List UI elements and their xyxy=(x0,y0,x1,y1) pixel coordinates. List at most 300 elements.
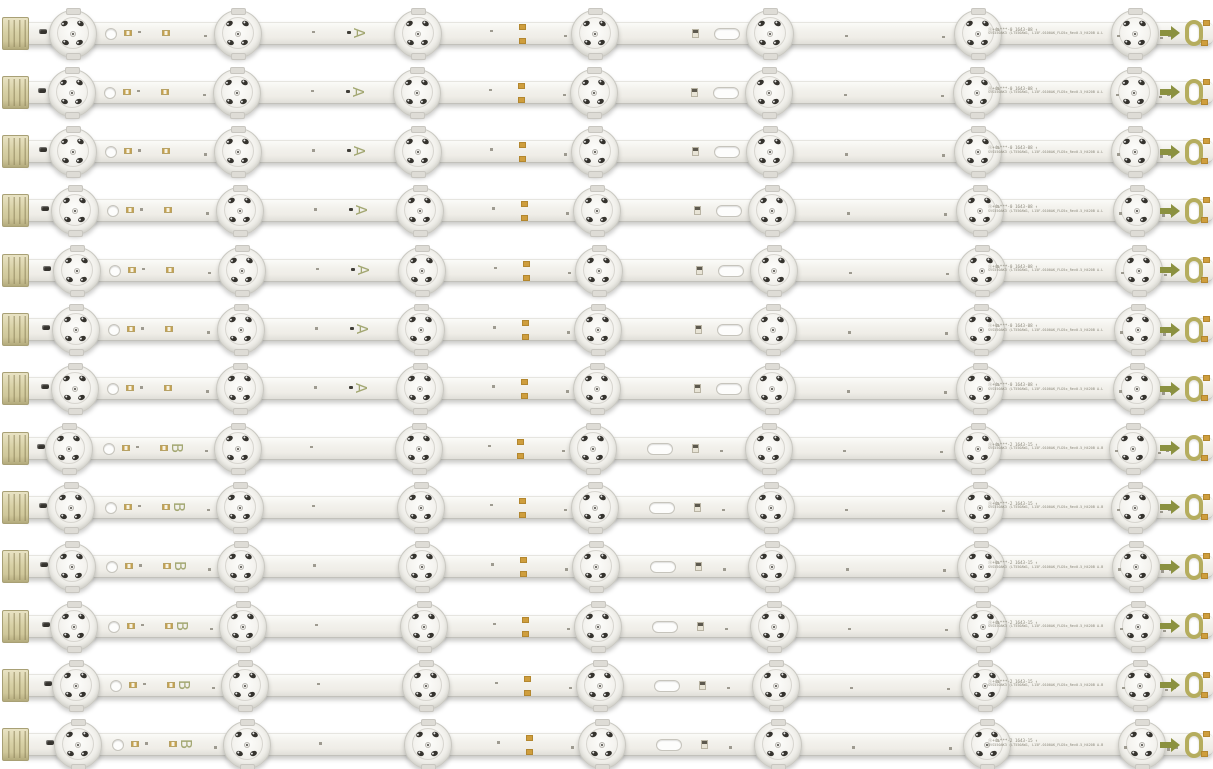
led-chip xyxy=(1130,446,1136,452)
led-lens xyxy=(52,662,100,710)
oval-cutout-icon xyxy=(714,146,740,158)
part-number: SVS550AK3 (LT550AW1, L15F-0100AK_FLD5x_Rev0.5_H420B A-L xyxy=(988,268,1104,273)
silkscreen-mark xyxy=(207,331,210,334)
silkscreen-mark xyxy=(1164,274,1167,277)
smd-component xyxy=(38,88,46,93)
led-lens xyxy=(52,306,100,354)
lens-tab xyxy=(411,126,426,133)
led-chip xyxy=(69,90,75,96)
smd-component xyxy=(40,562,48,567)
lens-tab xyxy=(595,764,610,769)
lens-tab xyxy=(1128,8,1143,15)
lens-tab xyxy=(421,764,436,769)
lens-tab xyxy=(971,126,986,133)
lens-tab xyxy=(415,541,430,548)
lens-tab xyxy=(71,719,86,726)
resistor xyxy=(522,617,529,623)
led-lens xyxy=(578,721,626,769)
silkscreen-mark xyxy=(847,212,850,215)
silkscreen-mark xyxy=(942,510,945,513)
type-label: B xyxy=(177,738,195,750)
led-chip xyxy=(977,505,983,511)
silkscreen-mark xyxy=(1161,570,1164,573)
lens-tab xyxy=(586,468,601,475)
lens-tab xyxy=(771,764,786,769)
connector xyxy=(2,372,29,405)
silkscreen-mark xyxy=(849,272,852,275)
smd-component xyxy=(39,29,47,34)
resistor xyxy=(519,156,526,162)
led-chip xyxy=(766,90,772,96)
led-strip-a-5 xyxy=(0,259,1213,282)
led-chip xyxy=(238,327,244,333)
silkscreen-mark xyxy=(1120,331,1123,334)
led-lens xyxy=(213,69,261,117)
type-label: B xyxy=(170,501,188,513)
silkscreen-mark xyxy=(488,445,491,448)
lens-tab xyxy=(970,112,985,119)
lens-tab xyxy=(233,527,248,534)
connector xyxy=(2,669,29,702)
led-chip xyxy=(73,327,79,333)
lens-tab xyxy=(1128,171,1143,178)
lens-tab xyxy=(69,304,84,311)
right-arrow-icon xyxy=(1160,682,1171,688)
lens-tab xyxy=(973,482,988,489)
silkscreen-mark xyxy=(1162,392,1165,395)
lens-tab xyxy=(233,230,248,237)
led-strip-a-3 xyxy=(0,140,1213,163)
silkscreen-mark xyxy=(940,451,943,454)
oval-cutout-icon xyxy=(716,383,742,395)
smd-chip xyxy=(128,267,136,273)
lens-tab xyxy=(974,541,989,548)
lens-tab xyxy=(1131,601,1146,608)
right-arrow-icon xyxy=(1160,623,1171,629)
smd-transistor xyxy=(691,88,698,97)
lens-tab xyxy=(591,304,606,311)
silkscreen-mark xyxy=(491,563,494,566)
lens-tab xyxy=(414,482,429,489)
lens-tab xyxy=(975,245,990,252)
oval-cutout-icon xyxy=(717,324,743,336)
lens-tab xyxy=(415,290,430,297)
type-label: B xyxy=(168,442,186,453)
lens-tab xyxy=(231,53,246,60)
lens-tab xyxy=(595,719,610,726)
led-chip xyxy=(771,624,777,630)
smd-chip xyxy=(129,682,137,688)
led-chip xyxy=(414,90,420,96)
lens-tab xyxy=(588,527,603,534)
resistor xyxy=(521,393,528,399)
led-lens xyxy=(221,662,269,710)
resistor xyxy=(521,379,528,385)
lens-tab xyxy=(767,290,782,297)
led-lens xyxy=(45,425,93,473)
led-chip xyxy=(418,505,424,511)
lens-tab xyxy=(414,304,429,311)
smd-chip xyxy=(160,445,168,451)
lens-tab xyxy=(1129,541,1144,548)
led-chip xyxy=(1132,505,1138,511)
silkscreen-mark xyxy=(490,148,493,151)
led-chip xyxy=(1135,624,1141,630)
lens-tab xyxy=(588,8,603,15)
led-lens xyxy=(396,187,444,235)
lens-tab xyxy=(417,646,432,653)
led-chip xyxy=(418,327,424,333)
oval-cutout-icon xyxy=(656,739,682,751)
lens-tab xyxy=(234,541,249,548)
lens-tab xyxy=(235,245,250,252)
lens-tab xyxy=(234,304,249,311)
silkscreen-mark xyxy=(1117,509,1120,512)
resistor xyxy=(520,557,527,563)
led-chip xyxy=(73,683,79,689)
mounting-hole-icon xyxy=(108,324,120,336)
led-strip-a-2 xyxy=(0,81,1213,104)
lens-tab xyxy=(411,171,426,178)
led-chip xyxy=(595,624,601,630)
lens-tab xyxy=(70,245,85,252)
led-lens xyxy=(569,425,617,473)
silkscreen-mark xyxy=(490,30,493,33)
smd-chip xyxy=(167,682,175,688)
lens-tab xyxy=(413,230,428,237)
right-arrow-icon xyxy=(1160,386,1171,392)
lens-tab xyxy=(586,423,601,430)
lens-tab xyxy=(973,408,988,415)
lens-tab xyxy=(591,601,606,608)
lens-tab xyxy=(233,185,248,192)
silkscreen-mark xyxy=(848,628,851,631)
silkscreen-mark xyxy=(569,687,572,690)
lens-tab xyxy=(588,482,603,489)
corner-pad xyxy=(1203,375,1210,381)
silkscreen-mark xyxy=(1122,687,1125,690)
lens-tab xyxy=(411,53,426,60)
smd-chip xyxy=(122,445,130,451)
silkscreen-mark xyxy=(311,90,314,93)
silkscreen-mark xyxy=(564,153,567,156)
led-lens xyxy=(1113,187,1161,235)
led-strip-b-8 xyxy=(0,437,1213,460)
led-chip xyxy=(416,446,422,452)
smd-chip xyxy=(164,207,172,213)
mounting-hole-icon xyxy=(109,265,121,277)
silkscreen-mark xyxy=(566,212,569,215)
right-arrow-icon xyxy=(1160,267,1171,273)
led-lens xyxy=(395,425,443,473)
smd-chip xyxy=(169,741,177,747)
type-label: B xyxy=(173,620,191,631)
lens-tab xyxy=(1126,423,1141,430)
led-lens xyxy=(748,187,796,235)
led-lens xyxy=(571,10,619,58)
silkscreen-mark xyxy=(140,208,143,211)
lens-tab xyxy=(415,586,430,593)
lens-tab xyxy=(587,67,602,74)
led-lens xyxy=(574,306,622,354)
silkscreen-mark xyxy=(206,390,209,393)
corner-pad xyxy=(1203,435,1210,441)
silkscreen-mark xyxy=(315,327,318,330)
type-label: A xyxy=(349,86,367,97)
led-lens xyxy=(219,603,267,651)
led-lens xyxy=(49,10,97,58)
date-code: Ⓢ+4№***-2 1643-15 ↑ xyxy=(988,560,1038,566)
lens-tab xyxy=(592,245,607,252)
silkscreen-mark xyxy=(845,509,848,512)
resistor xyxy=(521,201,528,207)
lens-tab xyxy=(973,185,988,192)
silkscreen-mark xyxy=(142,268,145,271)
led-lens xyxy=(1111,484,1159,532)
corner-pad xyxy=(1203,20,1210,26)
led-lens xyxy=(750,247,798,295)
lens-tab xyxy=(1132,245,1147,252)
led-lens xyxy=(217,306,265,354)
silkscreen-mark xyxy=(943,569,946,572)
lens-tab xyxy=(65,67,80,74)
led-chip xyxy=(68,505,74,511)
led-lens xyxy=(750,603,798,651)
led-lens xyxy=(1112,543,1160,591)
lens-tab xyxy=(971,53,986,60)
smd-chip xyxy=(163,563,171,569)
silkscreen-mark xyxy=(1119,212,1122,215)
led-chip xyxy=(595,327,601,333)
date-code: Ⓢ+4№***-2 1643-15 ↑ xyxy=(988,501,1038,507)
lens-tab xyxy=(410,67,425,74)
led-chip xyxy=(237,505,243,511)
led-lens xyxy=(576,662,624,710)
silkscreen-mark xyxy=(136,446,139,449)
connector xyxy=(2,728,29,761)
corner-pad xyxy=(1203,553,1210,559)
lens-tab xyxy=(974,349,989,356)
led-lens xyxy=(54,721,102,769)
lens-tab xyxy=(231,171,246,178)
lens-tab xyxy=(769,660,784,667)
smd-transistor xyxy=(692,147,699,156)
corner-pad xyxy=(1201,277,1208,283)
lens-tab xyxy=(62,468,77,475)
silkscreen-mark xyxy=(1120,628,1123,631)
lens-tab xyxy=(765,185,780,192)
lens-tab xyxy=(588,171,603,178)
smd-transistor xyxy=(701,740,708,749)
part-number: SVS550AK3 (LT550AW1, L15F-0100AK_FLD5x_Rev0.5_H420B A-L xyxy=(988,90,1104,95)
silkscreen-mark xyxy=(138,31,141,34)
smd-component xyxy=(42,325,50,330)
silkscreen-mark xyxy=(571,746,574,749)
led-chip xyxy=(975,31,981,37)
led-lens xyxy=(745,69,793,117)
lens-tab xyxy=(1133,705,1148,712)
type-label: B xyxy=(171,561,189,572)
led-lens xyxy=(396,365,444,413)
lens-tab xyxy=(64,482,79,489)
oval-cutout-icon xyxy=(652,621,678,633)
led-lens xyxy=(397,484,445,532)
silkscreen-mark xyxy=(847,390,850,393)
smd-component xyxy=(37,444,45,449)
silkscreen-mark xyxy=(212,687,215,690)
lens-tab xyxy=(64,527,79,534)
led-lens xyxy=(214,10,262,58)
silkscreen-mark xyxy=(1160,511,1163,514)
led-chip xyxy=(239,268,245,274)
lens-tab xyxy=(769,705,784,712)
lens-tab xyxy=(233,482,248,489)
led-lens xyxy=(1109,425,1157,473)
lens-tab xyxy=(587,112,602,119)
led-chip xyxy=(771,268,777,274)
silkscreen-mark xyxy=(942,154,945,157)
silkscreen-mark xyxy=(493,326,496,329)
lens-tab xyxy=(763,126,778,133)
connector xyxy=(2,313,29,346)
lens-tab xyxy=(980,764,995,769)
led-chip xyxy=(1135,327,1141,333)
resistor xyxy=(519,512,526,518)
right-arrow-icon xyxy=(1160,149,1171,155)
silkscreen-mark xyxy=(137,90,140,93)
smd-component xyxy=(39,147,47,152)
silkscreen-mark xyxy=(1115,450,1118,453)
lens-tab xyxy=(1129,586,1144,593)
silkscreen-mark xyxy=(1160,155,1163,158)
silkscreen-mark xyxy=(210,628,213,631)
silkscreen-mark xyxy=(206,212,209,215)
silkscreen-mark xyxy=(562,450,565,453)
resistor xyxy=(526,735,533,741)
resistor xyxy=(522,334,529,340)
led-chip xyxy=(1132,31,1138,37)
lens-tab xyxy=(763,8,778,15)
part-number: SVS550AK3 (LT550AW1, L15F-0100AK_FLD5x_Rev0.5_H420B A-L xyxy=(988,149,1104,154)
led-chip xyxy=(770,327,776,333)
lens-tab xyxy=(973,527,988,534)
smd-component xyxy=(41,206,49,211)
led-lens xyxy=(47,484,95,532)
lens-tab xyxy=(764,527,779,534)
led-lens xyxy=(748,543,796,591)
resistor xyxy=(517,439,524,445)
smd-chip xyxy=(124,504,132,510)
led-chip xyxy=(979,268,985,274)
led-chip xyxy=(423,683,429,689)
led-lens xyxy=(749,306,797,354)
smd-transistor xyxy=(699,681,706,690)
part-number: SVS550AK3 (LT550AW1, L15F-0100AK_FLD5x_Rev0.5_H420B A-B xyxy=(988,683,1104,688)
lens-tab xyxy=(419,705,434,712)
lens-tab xyxy=(230,112,245,119)
lens-tab xyxy=(233,363,248,370)
lens-tab xyxy=(1135,764,1150,769)
silkscreen-mark xyxy=(1167,748,1170,751)
lens-tab xyxy=(413,185,428,192)
lens-tab xyxy=(236,646,251,653)
lens-tab xyxy=(765,541,780,548)
corner-pad xyxy=(1203,257,1210,263)
led-lens xyxy=(214,128,262,176)
silkscreen-mark xyxy=(1121,272,1124,275)
led-strip-b-9 xyxy=(0,496,1213,519)
led-lens xyxy=(1111,10,1159,58)
silkscreen-mark xyxy=(205,450,208,453)
resistor xyxy=(524,690,531,696)
led-lens xyxy=(49,128,97,176)
smd-component xyxy=(39,503,47,508)
lens-tab xyxy=(767,646,782,653)
part-number: SVS550AK3 (LT550AW1, L15F-0100AK_FLD5x_Rev0.5_H420B A-L xyxy=(988,386,1104,391)
led-lens xyxy=(216,365,264,413)
lens-tab xyxy=(411,8,426,15)
smd-transistor xyxy=(694,206,701,215)
led-lens xyxy=(50,603,98,651)
type-label: A xyxy=(352,205,370,216)
silkscreen-mark xyxy=(947,688,950,691)
mounting-hole-icon xyxy=(104,87,116,99)
silkscreen-mark xyxy=(141,624,144,627)
silkscreen-mark xyxy=(208,568,211,571)
lens-tab xyxy=(231,468,246,475)
resistor xyxy=(521,215,528,221)
date-code: Ⓢ+4№***-0 1643-08 ↑ xyxy=(988,382,1038,388)
led-chip xyxy=(235,446,241,452)
silkscreen-mark xyxy=(844,94,847,97)
date-code: Ⓢ+4№***-0 1643-08 ↑ xyxy=(988,145,1038,151)
lens-tab xyxy=(234,586,249,593)
led-chip xyxy=(590,446,596,452)
silkscreen-mark xyxy=(141,327,144,330)
lens-tab xyxy=(762,112,777,119)
lens-tab xyxy=(69,705,84,712)
led-lens xyxy=(400,603,448,651)
resistor xyxy=(519,38,526,44)
led-lens xyxy=(1111,128,1159,176)
led-lens xyxy=(397,306,445,354)
lens-tab xyxy=(971,8,986,15)
resistor xyxy=(518,83,525,89)
lens-tab xyxy=(762,468,777,475)
led-lens xyxy=(571,484,619,532)
silkscreen-mark xyxy=(203,94,206,97)
led-lens xyxy=(51,187,99,235)
lens-tab xyxy=(591,349,606,356)
lens-tab xyxy=(1131,349,1146,356)
silkscreen-mark xyxy=(564,509,567,512)
lens-tab xyxy=(593,660,608,667)
lens-tab xyxy=(231,423,246,430)
smd-chip xyxy=(124,148,132,154)
led-chip xyxy=(975,446,981,452)
silkscreen-mark xyxy=(850,687,853,690)
date-code: Ⓢ+4№***-0 1643-08 ↑ xyxy=(988,323,1038,329)
smd-component xyxy=(42,622,50,627)
led-chip xyxy=(1131,90,1137,96)
silkscreen-mark xyxy=(310,446,313,449)
lens-tab xyxy=(234,349,249,356)
silkscreen-mark xyxy=(1159,96,1162,99)
mounting-hole-icon xyxy=(103,443,115,455)
led-lens xyxy=(393,69,441,117)
right-arrow-icon xyxy=(1160,445,1171,451)
right-arrow-icon xyxy=(1160,742,1171,748)
